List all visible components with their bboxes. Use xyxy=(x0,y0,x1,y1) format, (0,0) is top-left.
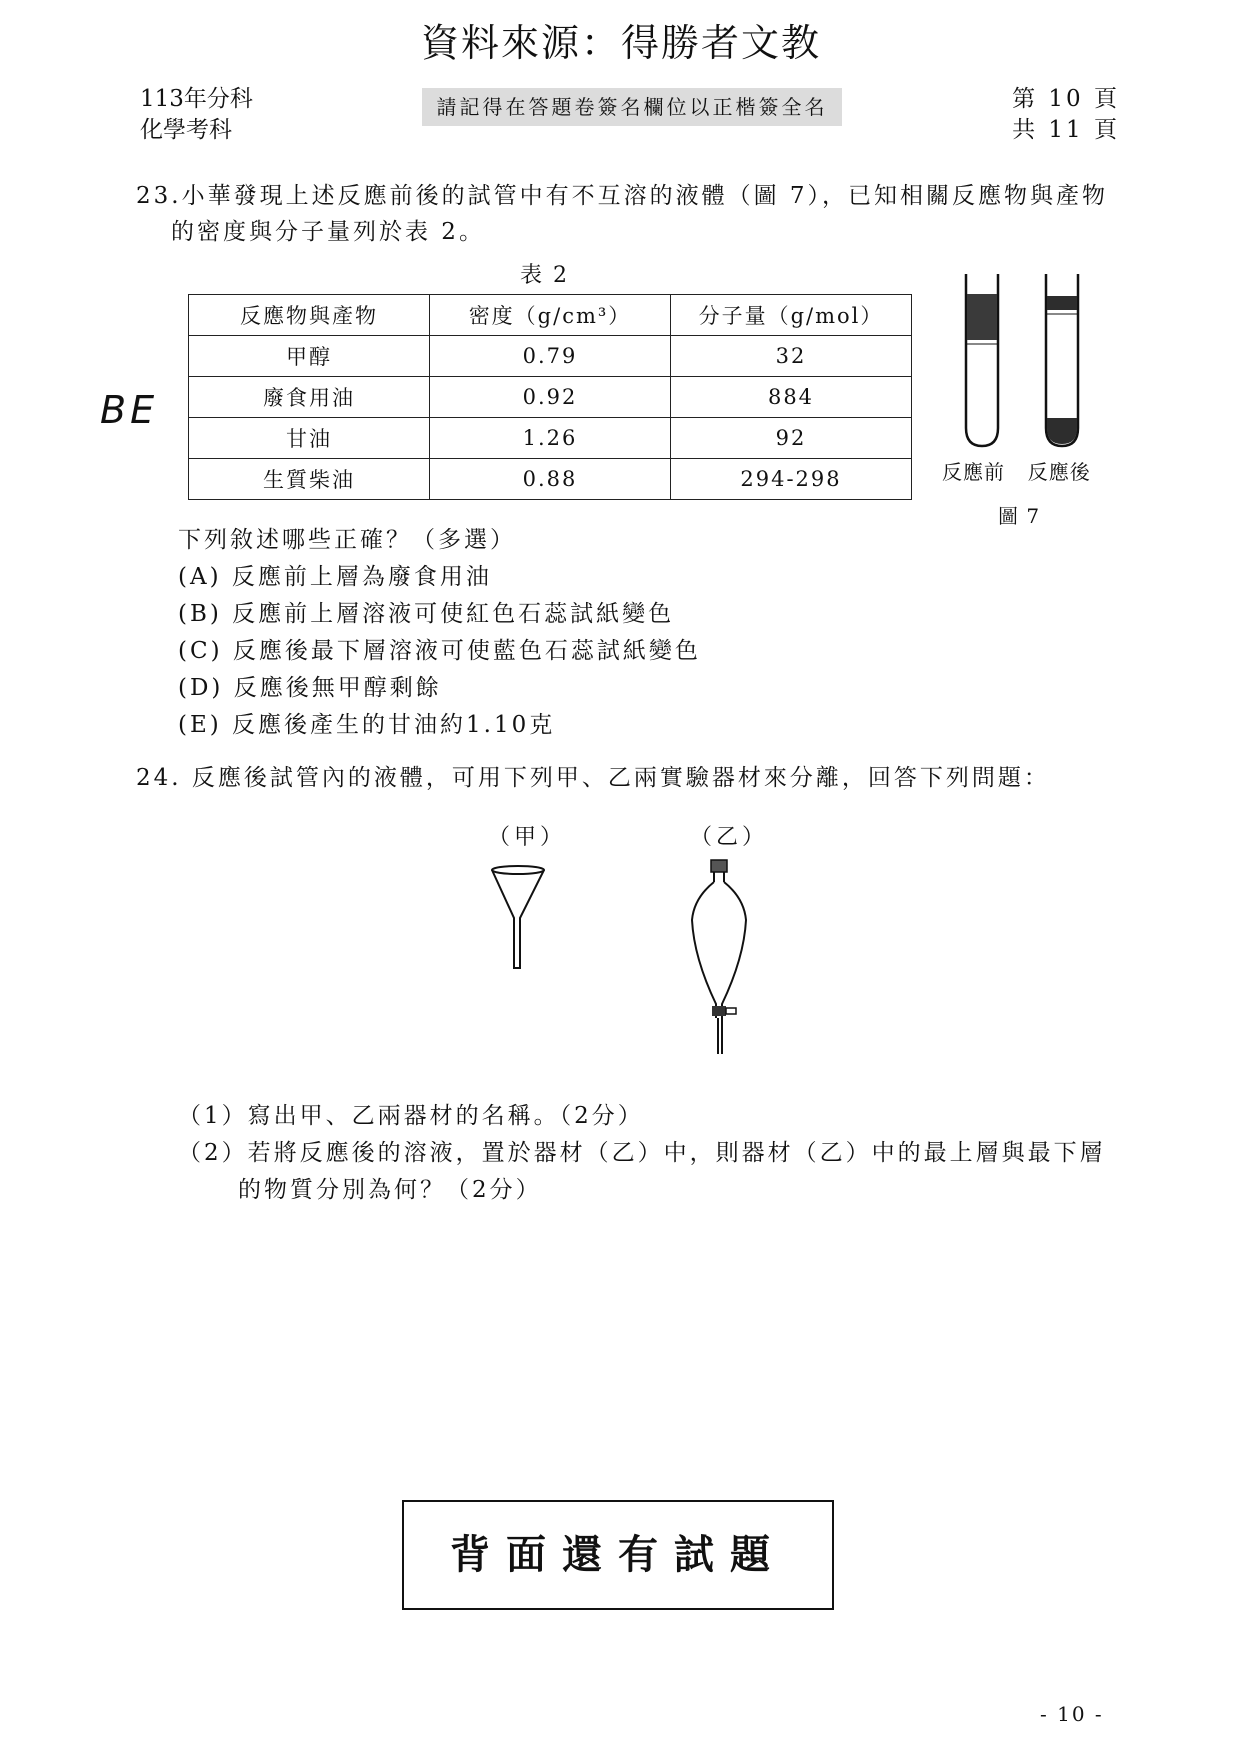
q23-options xyxy=(178,522,701,744)
total-pages: 共 11 頁 xyxy=(1012,117,1120,143)
table-row xyxy=(189,377,912,418)
exam-header-left xyxy=(140,84,253,146)
signature-banner: 請記得在答題卷簽名欄位以正楷簽全名 xyxy=(422,88,842,126)
figure-7 xyxy=(942,270,1130,528)
table-cell: 92 xyxy=(671,418,912,459)
q23-line1: 23.小華發現上述反應前後的試管中有不互溶的液體（圖 7），已知相關反應物與產物 xyxy=(136,183,1109,209)
option-a: (A) 反應前上層為廢食用油 xyxy=(178,564,492,590)
label-after: 反應後 xyxy=(1027,460,1091,484)
source-note: 資料來源：得勝者文教 xyxy=(420,21,821,65)
table-cell: 0.92 xyxy=(430,377,671,418)
table-row xyxy=(189,336,912,377)
table-header-cell: 分子量（g/mol） xyxy=(671,295,912,336)
label-before: 反應前 xyxy=(942,460,1005,484)
question-23 xyxy=(136,178,1126,250)
table-cell: 294-298 xyxy=(671,459,912,500)
table-cell: 884 xyxy=(671,377,912,418)
funnel-icon xyxy=(488,864,548,974)
table-caption: 表 2 xyxy=(520,263,569,288)
back-notice-box: 背面還有試題 xyxy=(402,1500,834,1610)
q24-sub2b: 的物質分別為何？（2分） xyxy=(238,1177,542,1203)
separatory-funnel-illustration xyxy=(688,858,758,1062)
table-row xyxy=(189,418,912,459)
option-d: (D) 反應後無甲醇剩餘 xyxy=(178,675,442,701)
table-cell: 32 xyxy=(671,336,912,377)
handwritten-answer: BE xyxy=(100,388,159,432)
exam-header-right xyxy=(1012,84,1120,146)
exam-year: 113年分科 xyxy=(140,86,253,112)
table-header-row xyxy=(189,295,912,336)
table-header-cell: 密度（g/cm³） xyxy=(430,295,671,336)
funnel-illustration xyxy=(488,864,548,978)
table-cell: 甘油 xyxy=(189,418,430,459)
option-c: (C) 反應後最下層溶液可使藍色石蕊試紙變色 xyxy=(178,638,701,664)
separatory-funnel-icon xyxy=(688,858,758,1058)
page-indicator: 第 10 頁 xyxy=(1012,86,1120,112)
table-header-cell: 反應物與產物 xyxy=(189,295,430,336)
apparatus-a-label: （甲） xyxy=(488,825,567,850)
table-cell: 甲醇 xyxy=(189,336,430,377)
test-tubes-illustration xyxy=(950,270,1130,450)
table-cell: 0.88 xyxy=(430,459,671,500)
table-cell: 0.79 xyxy=(430,336,671,377)
data-table xyxy=(188,294,912,500)
q24-sub2a: （2）若將反應後的溶液，置於器材（乙）中，則器材（乙）中的最上層與最下層 xyxy=(178,1140,1106,1166)
figure-caption: 圖 7 xyxy=(998,504,1041,528)
table-cell: 生質柴油 xyxy=(189,459,430,500)
table-row xyxy=(189,459,912,500)
exam-subject: 化學考科 xyxy=(140,117,232,143)
option-b: (B) 反應前上層溶液可使紅色石蕊試紙變色 xyxy=(178,601,675,627)
q23-line2: 的密度與分子量列於表 2。 xyxy=(171,219,485,245)
option-e: (E) 反應後產生的甘油約1.10克 xyxy=(178,712,556,738)
table-cell: 廢食用油 xyxy=(189,377,430,418)
q24-sub1: （1）寫出甲、乙兩器材的名稱。（2分） xyxy=(178,1103,644,1129)
apparatus-b-label: （乙） xyxy=(690,825,769,850)
question-24: 24. 反應後試管內的液體，可用下列甲、乙兩實驗器材來分離，回答下列問題： xyxy=(136,765,1050,791)
table-cell: 1.26 xyxy=(430,418,671,459)
q23-prompt: 下列敘述哪些正確？（多選） xyxy=(178,527,516,553)
page-number: - 10 - xyxy=(1040,1702,1104,1726)
q24-subquestions xyxy=(178,1098,1106,1209)
